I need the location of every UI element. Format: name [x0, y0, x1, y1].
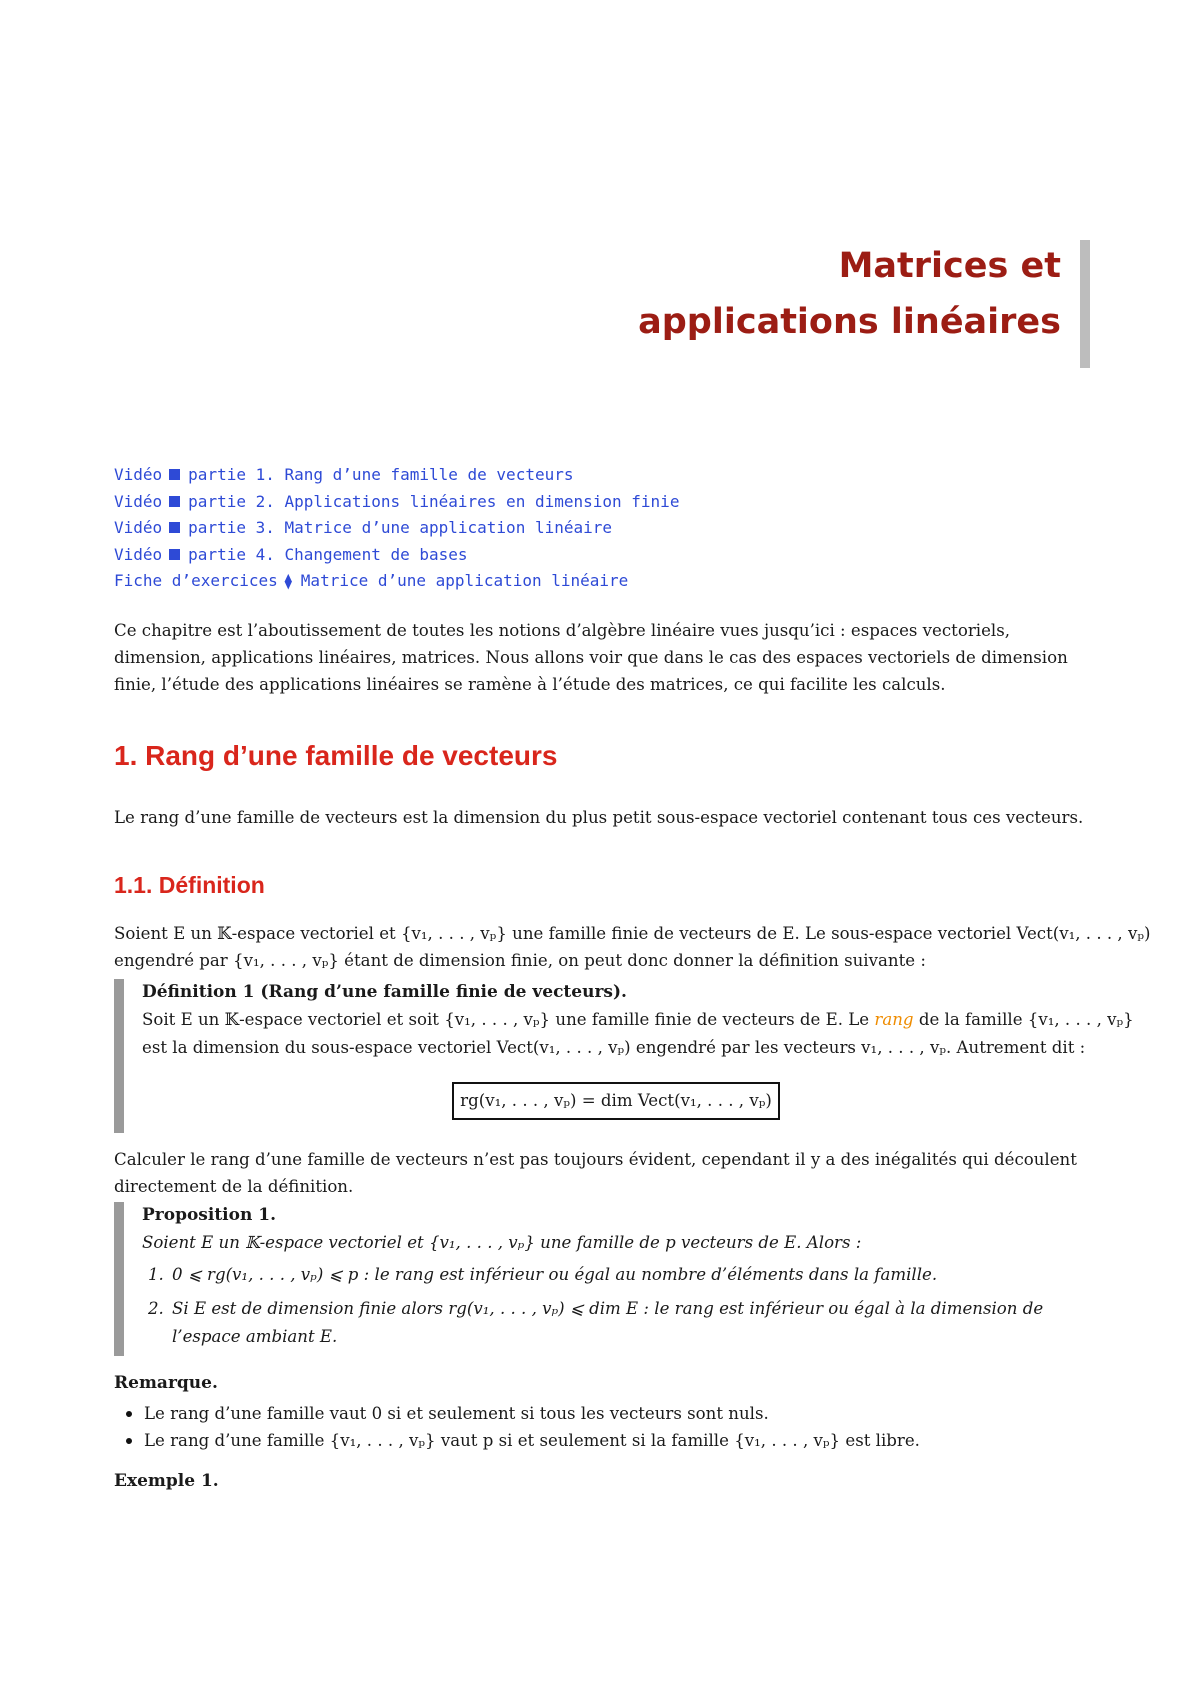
square-icon	[169, 469, 180, 480]
remark-heading: Remarque.	[114, 1373, 218, 1393]
definition-text: de la famille {v₁, . . . , vₚ}	[913, 1010, 1134, 1029]
exercise-kind: Fiche d’exercices	[114, 571, 278, 591]
definition-text: Soit E un 𝕂-espace vectoriel et soit {v₁, . . . , vₚ} une famille finie de vecteurs de E. Le	[142, 1010, 875, 1029]
item-number: 1.	[148, 1265, 164, 1284]
video-link-4[interactable]	[114, 542, 679, 569]
rank-formula: rg(v₁, . . . , vₚ) = dim Vect(v₁, . . . , vₚ)	[452, 1082, 780, 1120]
video-label: partie 1. Rang d’une famille de vecteurs	[188, 465, 574, 484]
square-icon	[169, 522, 180, 533]
definition-term: rang	[874, 1010, 914, 1029]
video-label: partie 4. Changement de bases	[188, 544, 468, 564]
item-text: 0 ⩽ rg(v₁, . . . , vₚ) ⩽ p : le rang est inférieur ou égal au nombre d’éléments dans la famille.	[172, 1265, 938, 1284]
proposition-item	[142, 1295, 1094, 1351]
chapter-title-line2: applications linéaires	[638, 302, 1061, 342]
video-kind: Vidéo	[114, 518, 163, 538]
bullet-icon	[126, 1411, 132, 1417]
square-icon	[169, 496, 180, 507]
proposition-list	[142, 1261, 1094, 1351]
section-lead: Le rang d’une famille de vecteurs est la dimension du plus petit sous-espace vectoriel contenant tous ces vecteurs.	[114, 808, 1084, 827]
subsection-text-line2: engendré par {v₁, . . . , vₚ} étant de dimension finie, on peut donc donner la définition suivante :	[114, 951, 926, 970]
chapter-title-line1: Matrices et	[838, 246, 1061, 286]
bullet-icon	[126, 1438, 132, 1444]
example-heading: Exemple 1.	[114, 1471, 219, 1491]
video-kind: Vidéo	[114, 465, 163, 484]
remark-list	[114, 1400, 1094, 1454]
remark-text: Le rang d’une famille {v₁, . . . , vₚ} vaut p si et seulement si la famille {v₁, . . . , vₚ} est libre.	[144, 1431, 920, 1450]
chapter-title	[361, 238, 1077, 350]
calc-paragraph: Calculer le rang d’une famille de vecteurs n’est pas toujours évident, cependant il y a des inégalités qui découlent directement de la définition.	[114, 1150, 1077, 1196]
proposition-intro: Soient E un 𝕂-espace vectoriel et {v₁, . . . , vₚ} une famille de p vecteurs de E. Alors :	[142, 1233, 862, 1252]
video-label: partie 2. Applications linéaires en dimension finie	[188, 491, 680, 511]
title-accent-bar	[1080, 240, 1090, 368]
proposition-item	[142, 1261, 1094, 1289]
diamond-icon: ⧫	[283, 572, 293, 591]
subsection-heading: 1.1. Définition	[114, 872, 265, 898]
definition-line2: est la dimension du sous-espace vectoriel Vect(v₁, . . . , vₚ) engendré par les vecteurs v₁, . . . , vₚ. Autrement dit :	[142, 1038, 1086, 1057]
remark-item	[114, 1400, 1094, 1427]
remark-item	[114, 1427, 1094, 1454]
exercise-link[interactable]	[114, 568, 679, 595]
item-text: Si E est de dimension finie alors rg(v₁, . . . , vₚ) ⩽ dim E : le rang est inférieur ou égal à la dimension de l’espace ambiant E.	[172, 1299, 1044, 1346]
video-kind: Vidéo	[114, 544, 163, 564]
video-link-2[interactable]	[114, 489, 679, 516]
intro-paragraph: Ce chapitre est l’aboutissement de toutes les notions d’algèbre linéaire vues jusqu’ici : espaces vectoriels, dimension, applications linéaires, matrices. Nous allons voir que dans le cas des espaces vectoriels de dimension finie, l’étude des applications linéaires se ramène à l’étude des matrices, ce qui facilite les calculs.	[114, 621, 1068, 694]
section-heading: 1. Rang d’une famille de vecteurs	[114, 740, 558, 771]
subsection-text-line1: Soient E un 𝕂-espace vectoriel et {v₁, . . . , vₚ} une famille finie de vecteurs de E. Le sous-espace vectoriel Vect(v₁, . . . , vₚ)	[114, 924, 1151, 943]
proposition-box	[114, 1202, 1094, 1356]
proposition-heading: Proposition 1.	[142, 1205, 277, 1225]
video-link-1[interactable]	[114, 462, 679, 489]
video-links	[114, 462, 679, 595]
video-label: partie 3. Matrice d’une application linéaire	[188, 518, 613, 538]
definition-line1	[142, 1006, 1134, 1034]
video-link-3[interactable]	[114, 515, 679, 542]
remark-text: Le rang d’une famille vaut 0 si et seulement si tous les vecteurs sont nuls.	[144, 1404, 769, 1423]
square-icon	[169, 549, 180, 560]
exercise-label: Matrice d’une application linéaire	[300, 571, 629, 591]
item-number: 2.	[148, 1299, 164, 1318]
definition-heading: Définition 1 (Rang d’une famille finie de vecteurs).	[142, 982, 627, 1002]
subsection-text	[114, 920, 1151, 974]
video-kind: Vidéo	[114, 491, 163, 511]
